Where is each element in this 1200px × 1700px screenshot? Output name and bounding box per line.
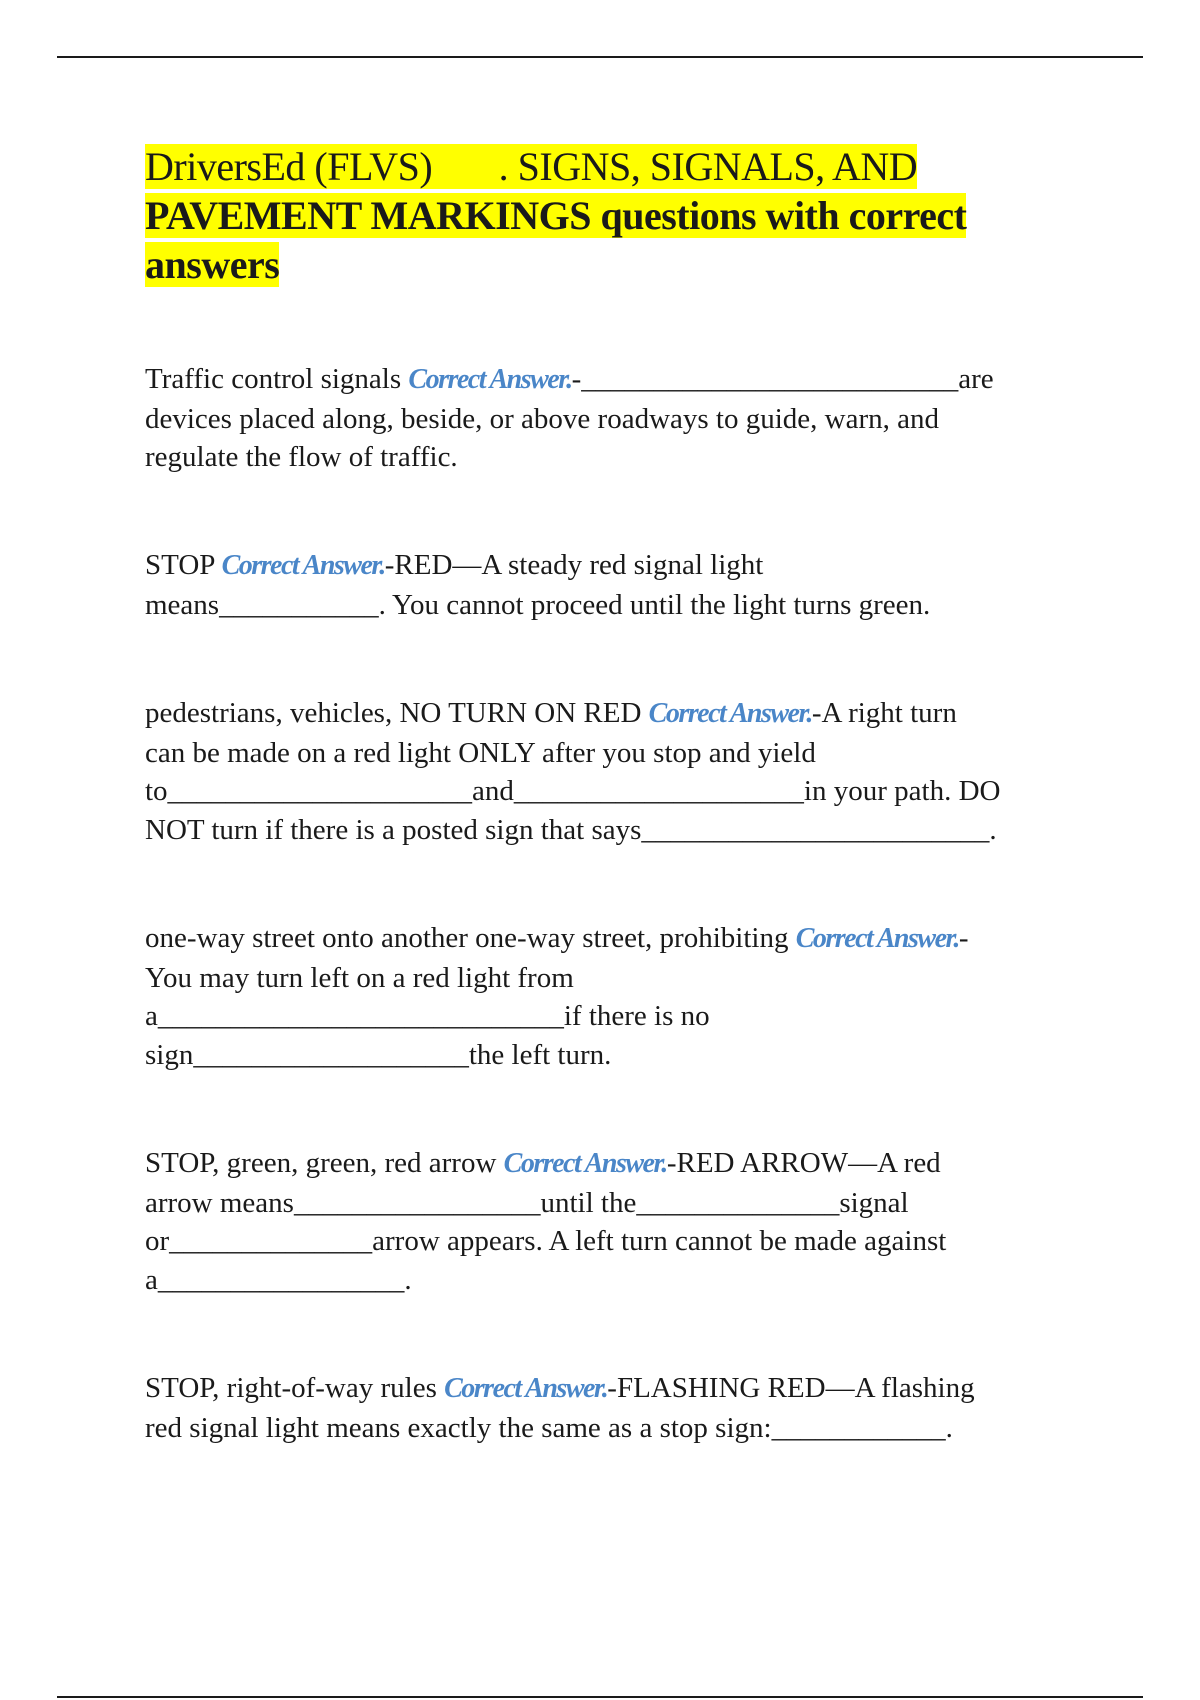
correct-answer-label: Correct Answer. [444, 1373, 608, 1404]
title-line-1: DriversEd (FLVS) . SIGNS, SIGNALS, AND [145, 144, 918, 189]
question-line: a_________________. [145, 1263, 412, 1296]
page-title [145, 142, 1025, 289]
answer-text: STOP [145, 549, 215, 581]
question-line: - [958, 922, 969, 954]
question-line: means___________. You cannot proceed until the light turns green. [145, 588, 931, 621]
answer-text: STOP, right-of-way rules [145, 1372, 437, 1404]
top-divider [57, 56, 1143, 58]
correct-answer-label: Correct Answer. [648, 698, 812, 729]
title-line-2: PAVEMENT MARKINGS questions with correct answers [145, 193, 967, 287]
question-line: a____________________________if there is no [145, 1000, 710, 1032]
question-line: sign___________________the left turn. [145, 1038, 612, 1071]
qa-item-2 [145, 546, 1080, 624]
question-line: -__________________________are [571, 363, 994, 395]
correct-answer-label: Correct Answer. [795, 923, 959, 954]
question-line: arrow means_________________until the______________signal [145, 1186, 909, 1219]
answer-text: one-way street onto another one-way street, prohibiting [145, 922, 789, 954]
bottom-divider [57, 1696, 1143, 1698]
answer-text: STOP, green, green, red arrow [145, 1147, 497, 1179]
answer-text: Traffic control signals [145, 363, 402, 395]
question-line: NOT turn if there is a posted sign that says________________________. [145, 813, 997, 846]
question-line: You may turn left on a red light from [145, 961, 574, 994]
question-line: can be made on a red light ONLY after you stop and yield [145, 736, 816, 769]
qa-item-4 [145, 919, 1080, 1074]
question-line: or______________arrow appears. A left turn cannot be made against [145, 1225, 947, 1257]
qa-item-5 [145, 1144, 1080, 1299]
question-line: -RED ARROW—A red [666, 1147, 941, 1179]
correct-answer-label: Correct Answer. [503, 1148, 667, 1179]
correct-answer-label: Correct Answer. [221, 550, 385, 581]
qa-item-6 [145, 1369, 1080, 1447]
qa-item-3 [145, 694, 1080, 849]
question-line: -A right turn [811, 697, 957, 729]
question-line: to_____________________and____________________in your path. DO [145, 775, 1001, 807]
question-line: devices placed along, beside, or above roadways to guide, warn, and [145, 402, 940, 435]
question-line: red signal light means exactly the same as a stop sign:____________. [145, 1411, 953, 1444]
question-line: -FLASHING RED—A flashing [607, 1372, 975, 1404]
question-line: -RED—A steady red signal light [384, 549, 764, 581]
answer-text: pedestrians, vehicles, NO TURN ON RED [145, 697, 642, 729]
question-line: regulate the flow of traffic. [145, 441, 458, 473]
qa-item-1 [145, 360, 1080, 477]
correct-answer-label: Correct Answer. [408, 364, 572, 395]
